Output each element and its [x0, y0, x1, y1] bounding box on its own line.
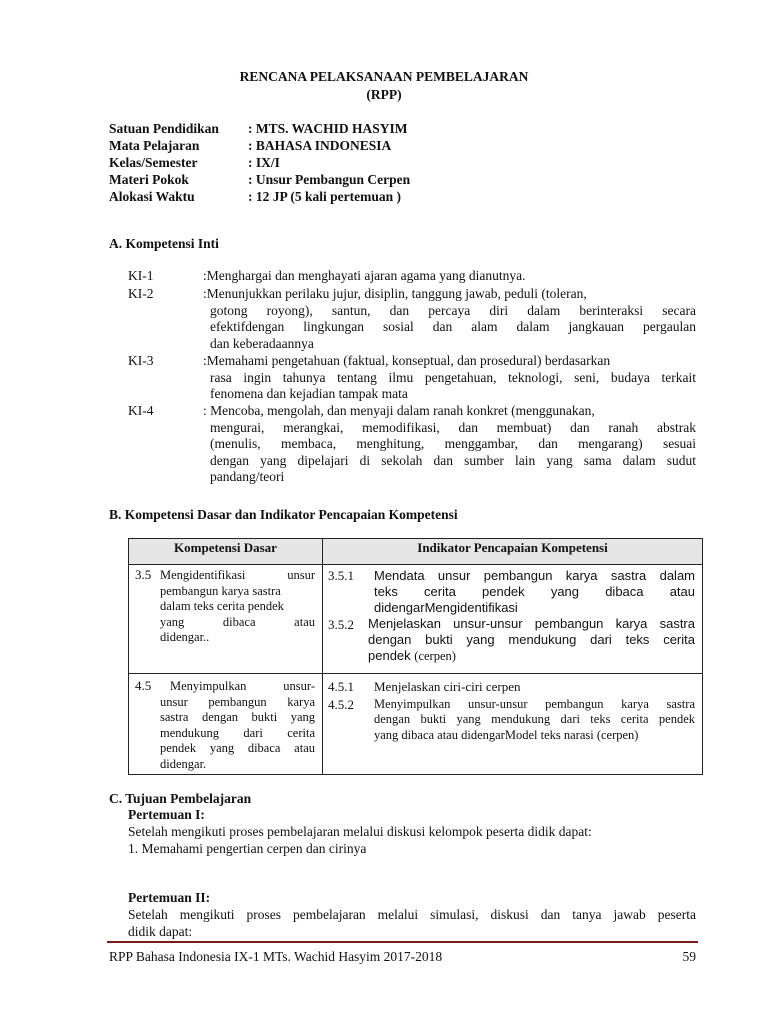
section-a-heading: A. Kompetensi Inti — [109, 236, 219, 251]
identity-row — [109, 137, 410, 154]
identity-block — [109, 120, 410, 205]
indicator-number: 4.5.2 — [328, 696, 354, 712]
ki-label: KI-4 — [128, 403, 154, 418]
ki-line: (menulis, membaca, menghitung, menggambar, dan mengarang) sesuai — [210, 436, 696, 451]
indicator-cell — [323, 674, 703, 775]
identity-row — [109, 188, 410, 205]
indicator-cell — [323, 565, 703, 674]
indicator-number: 3.5.2 — [328, 617, 354, 632]
kd-text — [160, 675, 315, 772]
document-subtitle: (RPP) — [366, 87, 402, 102]
ki-line: dengan yang dipelajari di sekolah dan sumber lain yang sama dalam sudut — [210, 452, 696, 468]
identity-label: Satuan Pendidikan — [109, 121, 219, 136]
identity-value: : MTS. WACHID HASYIM — [248, 121, 408, 136]
identity-row — [109, 120, 410, 137]
indicator-line: yang dibaca atau didengarModel teks narasi (cerpen) — [374, 727, 639, 742]
ki-line: mengurai, merangkai, memodifikasi, dan membuat) dan ranah abstrak — [210, 419, 696, 435]
indicator-line: Menjelaskan unsur-unsur pembangun karya sastra — [368, 616, 695, 631]
kd-line: mendukung dari cerita — [160, 725, 315, 740]
identity-label: Materi Pokok — [109, 172, 189, 187]
kd-number: 3.5 — [135, 567, 152, 582]
meeting-1-title: Pertemuan I: — [128, 807, 205, 822]
footer-rule — [107, 941, 698, 943]
indicator-line: Menyimpulkan unsur-unsur pembangun karya sastra — [374, 696, 695, 711]
indicator-item — [324, 695, 701, 744]
ki-label: KI-1 — [128, 268, 154, 283]
table-header-row — [129, 539, 703, 565]
meeting-1-intro: Setelah mengikuti proses pembelajaran melalui diskusi kelompok peserta didik dapat: — [128, 824, 592, 839]
ki-line: :Menunjukkan perilaku jujur, disiplin, tanggung jawab, peduli (toleran, — [203, 286, 587, 301]
ki-text — [203, 268, 696, 285]
indicator-line: didengarMengidentifikasi — [374, 600, 518, 615]
indicator-line-tail: (cerpen) — [414, 649, 456, 663]
document-title: RENCANA PELAKSANAAN PEMBELAJARAN — [239, 69, 529, 84]
indicator-line: dengan bukti yang mendukung dari teks cerita pendek — [374, 712, 695, 726]
section-b-heading: B. Kompetensi Dasar dan Indikator Pencapaian Kompetensi — [109, 507, 458, 522]
indicator-text — [374, 697, 695, 744]
meeting-1-point: 1. Memahami pengertian cerpen dan cirinya — [128, 841, 367, 856]
kd-line: Mengidentifikasi unsur — [160, 568, 315, 582]
indicator-line — [368, 648, 695, 664]
indicator-line: Mendata unsur pembangun karya sastra dalam — [374, 568, 695, 583]
kd-cell — [129, 674, 323, 775]
identity-label: Alokasi Waktu — [109, 189, 195, 204]
identity-label: Mata Pelajaran — [109, 138, 200, 153]
table-row — [129, 565, 703, 674]
indicator-line-main: pendek — [368, 648, 411, 663]
ki-label: KI-3 — [128, 353, 154, 368]
indicator-item — [324, 616, 701, 664]
ki-text — [203, 286, 696, 352]
ki-text — [203, 403, 696, 486]
identity-value: : BAHASA INDONESIA — [248, 138, 392, 153]
kd-line: Menyimpulkan unsur- — [170, 679, 315, 693]
ki-line: :Memahami pengetahuan (faktual, konseptual, dan prosedural) berdasarkan — [203, 353, 611, 368]
indicator-line: teks cerita pendek yang dibaca atau — [374, 584, 695, 599]
table-row — [129, 674, 703, 775]
page-number: 59 — [682, 949, 696, 964]
indicator-line: Menjelaskan ciri-ciri cerpen — [374, 679, 521, 694]
kd-line: sastra dengan bukti yang — [160, 710, 315, 724]
kd-text — [160, 566, 315, 646]
footer-text: RPP Bahasa Indonesia IX-1 MTs. Wachid Hasyim 2017-2018 — [109, 949, 443, 964]
kd-line: pendek yang dibaca atau — [160, 741, 315, 755]
indicator-text — [368, 616, 695, 664]
ki-line: fenomena dan kejadian tampak mata — [210, 386, 408, 401]
kd-line: unsur pembangun karya — [160, 694, 315, 709]
identity-row — [109, 154, 410, 171]
kd-line: yang dibaca atau — [160, 614, 315, 629]
kd-cell — [129, 565, 323, 674]
ki-label: KI-2 — [128, 286, 154, 301]
meeting-1 — [128, 806, 696, 857]
ki-line: dan keberadaannya — [210, 335, 314, 351]
indicator-number: 4.5.1 — [328, 679, 354, 694]
indicator-item — [324, 566, 701, 616]
meeting-2-title: Pertemuan II: — [128, 890, 211, 905]
ki-line: efektifdengan lingkungan sosial dan alam dalam jangkauan pergaulan — [210, 319, 696, 334]
identity-value: : 12 JP (5 kali pertemuan ) — [248, 189, 401, 204]
kd-line: dalam teks cerita pendek — [160, 599, 284, 613]
meeting-2-intro-line: didik dapat: — [128, 924, 193, 939]
identity-value: : IX/I — [248, 155, 280, 170]
identity-value: : Unsur Pembangun Cerpen — [248, 172, 411, 187]
meeting-2 — [128, 889, 696, 940]
indicator-line: dengan bukti yang mendukung dari teks cerita — [368, 632, 695, 647]
kd-line: pembangun karya sastra — [160, 583, 281, 598]
section-c-heading: C. Tujuan Pembelajaran — [109, 791, 252, 806]
indicator-number: 3.5.1 — [328, 568, 354, 583]
ki-line: pandang/teori — [210, 469, 285, 484]
ki-line: : Mencoba, mengolah, dan menyaji dalam ranah konkret (menggunakan, — [203, 403, 595, 418]
page-footer — [109, 949, 696, 965]
kd-line: didengar.. — [160, 630, 210, 644]
indicator-item — [324, 675, 701, 695]
kd-number: 4.5 — [135, 678, 152, 693]
competency-table — [128, 538, 703, 775]
ki-line: rasa ingin tahunya tentang ilmu pengetahuan, teknologi, seni, budaya terkait — [210, 369, 696, 385]
ki-line: :Menghargai dan menghayati ajaran agama yang dianutnya. — [203, 268, 526, 283]
table-header-kd: Kompetensi Dasar — [129, 539, 323, 565]
meeting-2-intro-line: Setelah mengikuti proses pembelajaran melalui simulasi, diskusi dan tanya jawab peserta — [128, 907, 696, 922]
identity-row — [109, 171, 410, 188]
identity-label: Kelas/Semester — [109, 155, 198, 170]
indicator-text — [374, 679, 695, 695]
kd-line: didengar. — [160, 756, 207, 771]
table-header-indicator: Indikator Pencapaian Kompetensi — [323, 539, 703, 565]
ki-text — [203, 353, 696, 403]
indicator-text — [374, 568, 695, 616]
ki-line: gotong royong), santun, dan percaya diri dalam berinteraksi secara — [210, 302, 696, 318]
